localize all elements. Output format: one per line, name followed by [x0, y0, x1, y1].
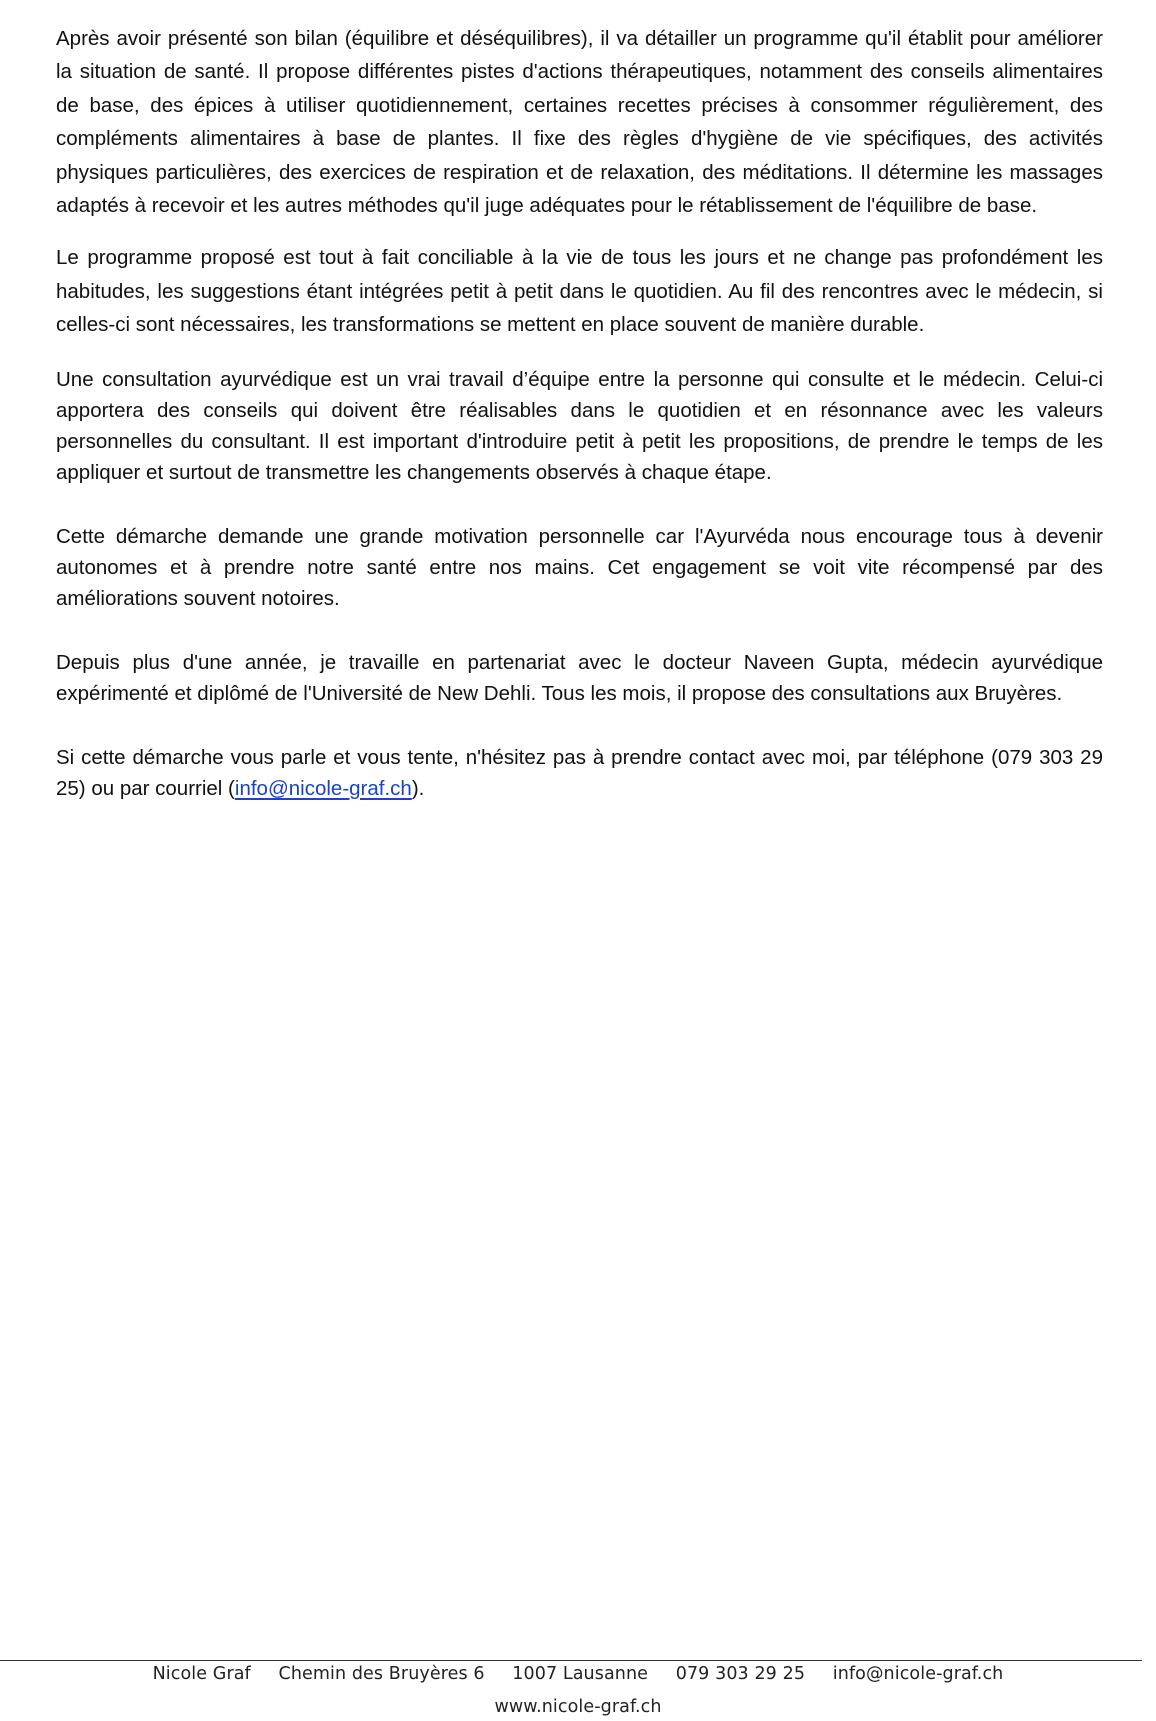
footer-city: 1007 Lausanne [512, 1664, 649, 1684]
paragraph-conciliable: Le programme proposé est tout à fait conciliable à la vie de tous les jours et ne change pas profondément les habitudes, les suggestions étant intégrées petit à petit dans le quotidien. Au fil des rencontres avec le médecin, si celles-ci sont nécessaires, les transformations se mettent en place souvent de manière durable. [56, 246, 1103, 337]
document-body [56, 22, 1103, 804]
footer-phone: 079 303 29 25 [675, 1664, 806, 1684]
footer-address-line [0, 1664, 1156, 1684]
footer-name: Nicole Graf [152, 1664, 251, 1684]
paragraph-consultation: Une consultation ayurvédique est un vrai travail d’équipe entre la personne qui consulte et le médecin. Celui-ci apportera des conseils qui doivent être réalisables dans le quotidien et en résonnance avec les valeurs personnelles du consultant. Il est important d'introduire petit à petit les propositions, de prendre le temps de les appliquer et surtout de transmettre les changements observés à chaque étape. [56, 367, 1103, 484]
contact-text-before: Si cette démarche vous parle et vous tente, n'hésitez pas à prendre contact avec moi, par téléphone (079 303 29 25) ou par courriel ( [56, 745, 1103, 800]
paragraph-programme: Après avoir présenté son bilan (équilibre et déséquilibres), il va détailler un programme qu'il établit pour améliorer la situation de santé. Il propose différentes pistes d'actions thérapeutiques, notamment des conseils alimentaires de base, des épices à utiliser quotidiennement, certaines recettes précises à consommer régulièrement, des compléments alimentaires à base de plantes. Il fixe des règles d'hygiène de vie spécifiques, des activités physiques particulières, des exercices de respiration et de relaxation, des méditations. Il détermine les massages adaptés à recevoir et les autres méthodes qu'il juge adéquates pour le rétablissement de l'équilibre de base. [56, 27, 1103, 218]
contact-text-after: ). [411, 776, 425, 800]
footer-street: Chemin des Bruyères 6 [278, 1664, 485, 1684]
footer-website-line [0, 1697, 1156, 1717]
footer-website: www.nicole-graf.ch [494, 1697, 662, 1717]
footer-divider [0, 1660, 1142, 1661]
paragraph-partenariat: Depuis plus d'une année, je travaille en partenariat avec le docteur Naveen Gupta, médecin ayurvédique expérimenté et diplômé de l'Université de New Dehli. Tous les mois, il propose des consultations aux Bruyères. [56, 650, 1103, 705]
paragraph-contact [56, 742, 1103, 804]
footer-email: info@nicole-graf.ch [832, 1664, 1004, 1684]
paragraph-motivation: Cette démarche demande une grande motivation personnelle car l'Ayurvéda nous encourage tous à devenir autonomes et à prendre notre santé entre nos mains. Cet engagement se voit vite récompensé par des améliorations souvent notoires. [56, 524, 1103, 610]
email-link[interactable]: info@nicole-graf.ch [234, 776, 412, 800]
